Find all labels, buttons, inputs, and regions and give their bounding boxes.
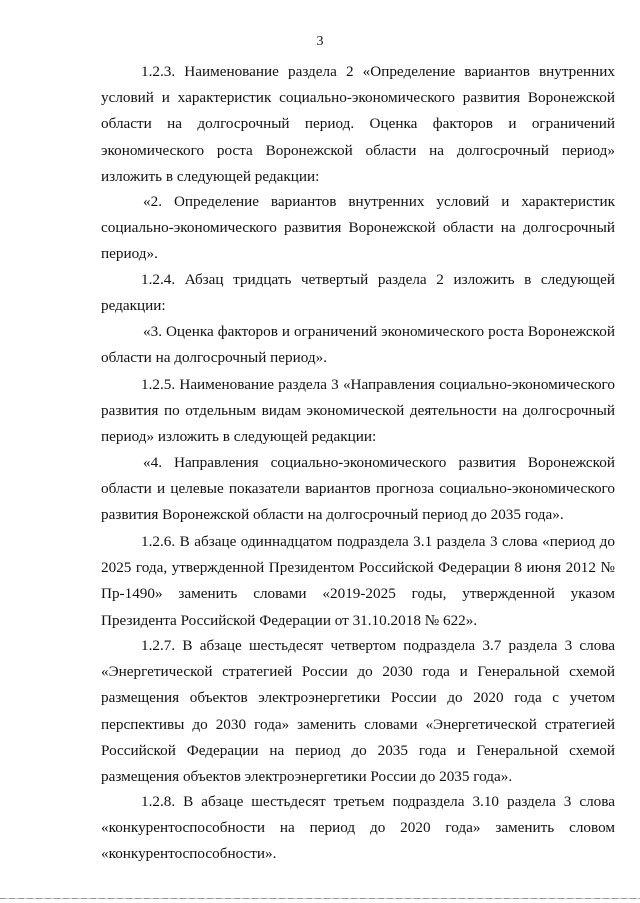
paragraph-1-2-4 [101,267,615,319]
paragraph-text: «2. Определение вариантов внутренних условий и характеристик социально-экономического развития Воронежской области на долгосрочный период». [101,193,615,263]
paragraph-1-2-5 [101,372,615,451]
paragraph-text: 1.2.4. Абзац тридцать четвертый раздела 2 изложить в следующей редакции: [101,271,615,315]
paragraph-1-2-7 [101,633,615,790]
paragraph-1-2-3 [101,59,615,190]
paragraph-quote-2 [101,189,615,268]
paragraph-text: «3. Оценка факторов и ограничений экономического роста Воронежской области на долгосрочный период». [101,323,615,367]
paragraph-1-2-6 [101,529,615,634]
paragraph-1-2-8 [101,789,615,868]
paragraph-quote-4 [101,450,615,529]
scan-edge-line [0,898,640,899]
paragraph-text: 1.2.6. В абзаце одиннадцатом подраздела 3.1 раздела 3 слова «период до 2025 года, утвержденной Президентом Российской Федерации 8 июня 2012 № Пр-1490» заменить словами «2019-2025 годы, утвержденной указом Президента Российской Федерации от 31.10.2018 № 622». [101,533,615,629]
page-number: 3 [316,34,324,49]
paragraph-quote-3 [101,319,615,371]
paragraph-text: 1.2.3. Наименование раздела 2 «Определение вариантов внутренних условий и характеристик социально-экономического развития Воронежской области на долгосрочный период. Оценка факторов и ограничений экономического роста Воронежской области на долгосрочный период» изложить в следующей редакции: [101,63,615,185]
paragraph-text: 1.2.5. Наименование раздела 3 «Направления социально-экономического развития по отдельным видам экономической деятельности на долгосрочный период» изложить в следующей редакции: [101,376,615,446]
paragraph-text: 1.2.7. В абзаце шестьдесят четвертом подраздела 3.7 раздела 3 слова «Энергетической стратегией России до 2030 года и Генеральной схемой размещения объектов электроэнергетики России до 2020 года с учетом перспективы до 2030 года» заменить словами «Энергетической стратегией Российской Федерации на период до 2035 года и Генеральной схемой размещения объектов электроэнергетики России до 2035 года». [101,637,615,786]
paragraph-text: «4. Направления социально-экономического развития Воронежской области и целевые показатели вариантов прогноза социально-экономического развития Воронежской области на долгосрочный период до 2035 года». [101,454,615,524]
paragraph-text: 1.2.8. В абзаце шестьдесят третьем подраздела 3.10 раздела 3 слова «конкурентоспособности на период до 2020 года» заменить словом «конкурентоспособности». [101,793,615,863]
